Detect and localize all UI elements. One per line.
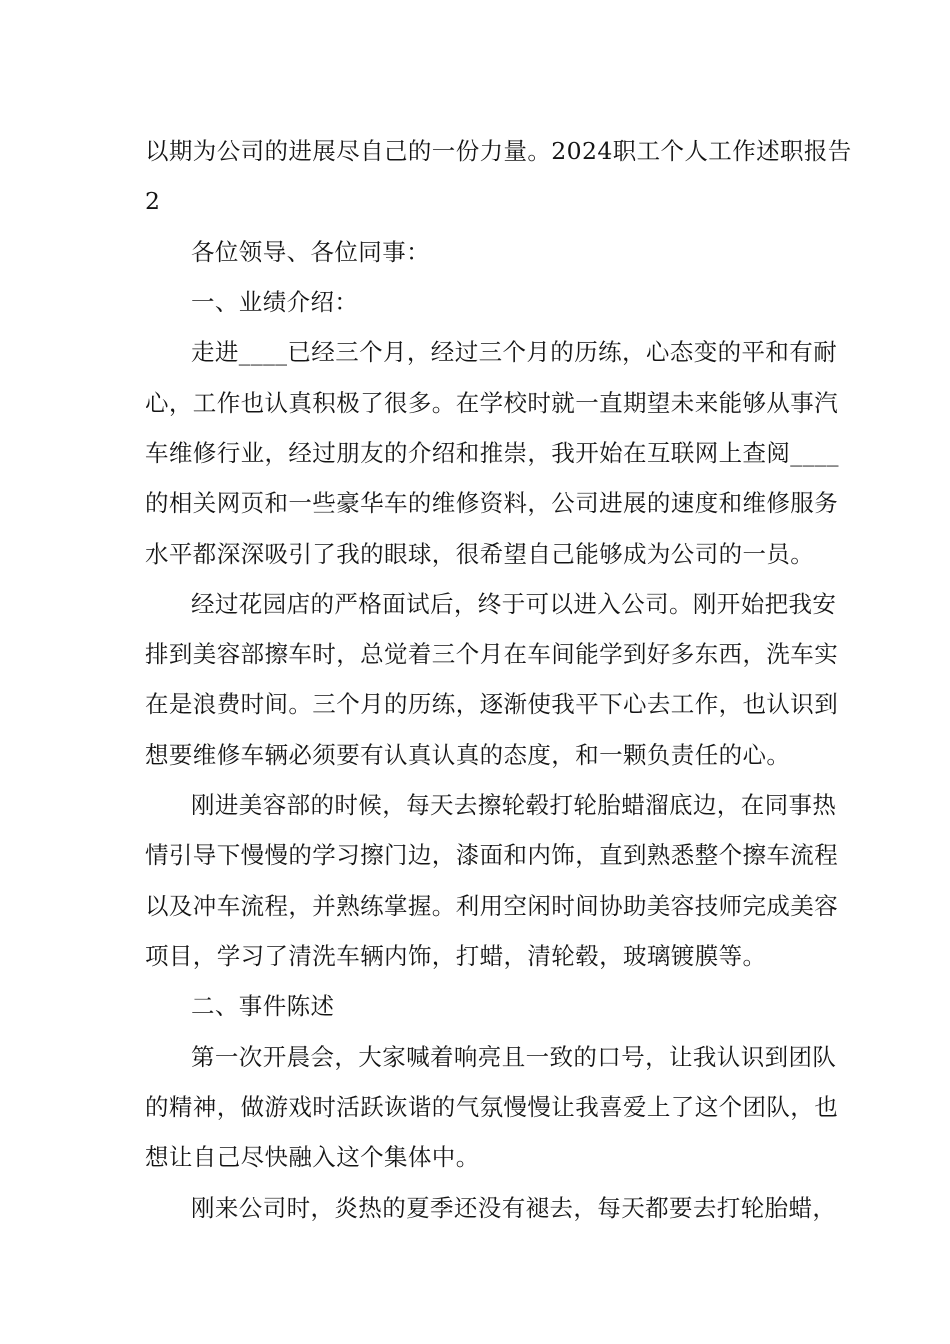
paragraph-line: 经过花园店的严格面试后，终于可以进入公司。刚开始把我安 [191, 590, 837, 618]
paragraph-line: 第一次开晨会，大家喊着响亮且一致的口号，让我认识到团队 [191, 1043, 837, 1071]
paragraph-line: 情引导下慢慢的学习擦门边，漆面和内饰，直到熟悉整个擦车流程 [145, 841, 839, 869]
paragraph-line: 项目，学习了清洗车辆内饰，打蜡，清轮毂，玻璃镀膜等。 [145, 942, 767, 970]
paragraph-line: 的相关网页和一些豪华车的维修资料，公司进展的速度和维修服务 [145, 489, 839, 517]
section-heading: 一、业绩介绍： [191, 288, 359, 316]
section-heading: 二、事件陈述 [191, 992, 335, 1020]
paragraph-line: 水平都深深吸引了我的眼球，很希望自己能够成为公司的一员。 [145, 540, 815, 568]
paragraph-line: 想让自己尽快融入这个集体中。 [145, 1143, 480, 1171]
paragraph-line: 刚来公司时，炎热的夏季还没有褪去，每天都要去打轮胎蜡， [191, 1194, 837, 1222]
paragraph-line: 走进____已经三个月，经过三个月的历练，心态变的平和有耐 [191, 338, 838, 366]
paragraph-line: 刚进美容部的时候，每天去擦轮毂打轮胎蜡溜底边，在同事热 [191, 791, 837, 819]
paragraph-line: 的精神，做游戏时活跃诙谐的气氛慢慢让我喜爱上了这个团队，也 [145, 1093, 839, 1121]
text-line: 以期为公司的进展尽自己的一份力量。2024职工个人工作述职报告 [145, 137, 852, 165]
paragraph-line: 以及冲车流程，并熟练掌握。利用空闲时间协助美容技师完成美容 [145, 892, 839, 920]
paragraph-line: 排到美容部擦车时，总觉着三个月在车间能学到好多东西，洗车实 [145, 640, 839, 668]
paragraph-line: 想要维修车辆必须要有认真认真的态度，和一颗负责任的心。 [145, 741, 791, 769]
paragraph-line: 心，工作也认真积极了很多。在学校时就一直期望未来能够从事汽 [145, 389, 839, 417]
paragraph-line: 车维修行业，经过朋友的介绍和推崇，我开始在互联网上查阅____ [145, 439, 839, 467]
text-line: 2 [145, 187, 161, 215]
paragraph-line: 在是浪费时间。三个月的历练，逐渐使我平下心去工作，也认识到 [145, 690, 839, 718]
paragraph-line: 各位领导、各位同事： [191, 238, 430, 266]
